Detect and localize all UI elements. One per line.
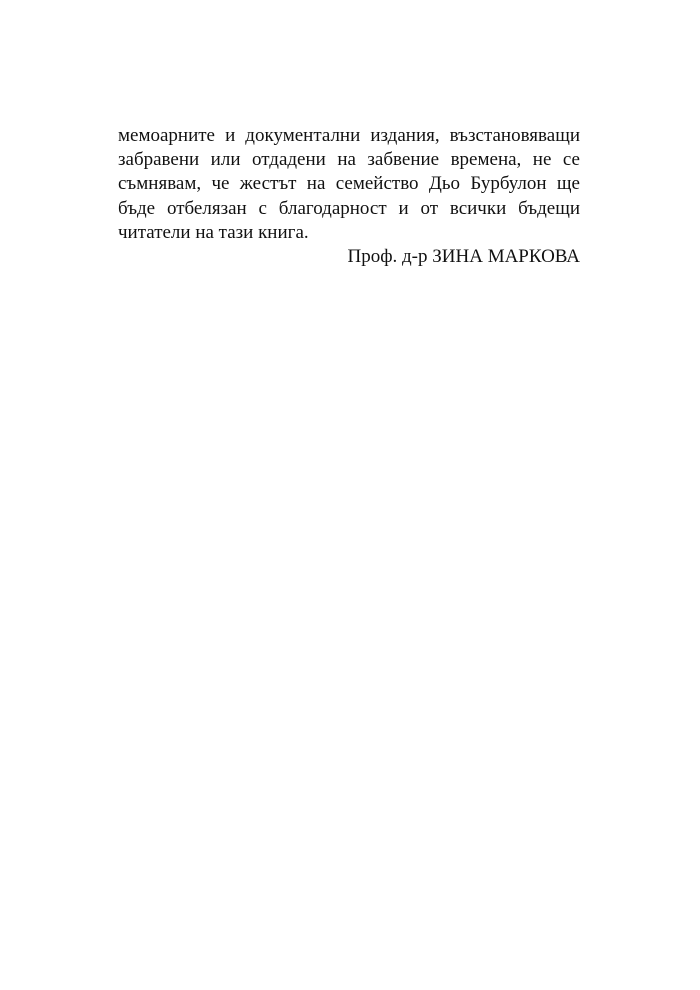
text-line: читатели на тази книга.	[118, 221, 309, 243]
author-signature: Проф. д-р ЗИНА МАРКОВА	[347, 246, 580, 268]
body-text	[118, 124, 580, 269]
text-line: забравени или отдадени на забвение времена, не се	[118, 149, 580, 171]
text-line: мемоарните и документални издания, възстановяващи	[118, 125, 580, 146]
text-line: бъде отбелязан с благодарност и от всички бъдещи	[118, 197, 580, 219]
text-line: съмнявам, че жестът на семейство Дьо Бурбулон ще	[118, 173, 580, 195]
